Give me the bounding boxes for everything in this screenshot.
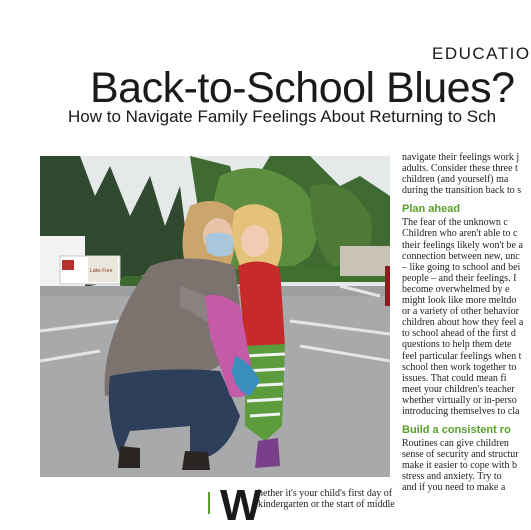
intro-line: kindergarten or the start of middle: [258, 499, 395, 511]
body-line: meet your children's teacher: [402, 383, 515, 395]
school-sign-text: Lake Fore: [90, 268, 113, 274]
body-line: Children who aren't able to c: [402, 228, 518, 240]
body-line: might look like more meltdo: [402, 295, 517, 307]
drop-cap: W: [220, 481, 262, 530]
body-line: children about how they feel a: [402, 317, 524, 329]
body-line: connection between new, unc: [402, 250, 520, 262]
section-heading-routine: Build a consistent ro: [402, 424, 511, 437]
body-line: make it easier to cope with b: [402, 460, 517, 472]
body-line: – like going to school and bei: [402, 261, 521, 273]
body-line: to school ahead of the first d: [402, 328, 516, 340]
body-line: people – and their feelings. I: [402, 272, 517, 284]
section-label: EDUCATIO: [432, 44, 531, 63]
body-line: stress and anxiety. Try to: [402, 471, 502, 483]
article-title: Back-to-School Blues?: [90, 64, 515, 112]
body-line: during the transition back to s: [402, 185, 522, 197]
body-line: The fear of the unknown c: [402, 217, 508, 229]
body-line: sense of security and structur: [402, 449, 519, 461]
right-column: [402, 152, 524, 494]
body-line: questions to help them dete: [402, 339, 512, 351]
body-line: introducing themselves to cla: [402, 405, 520, 417]
body-line: adults. Consider these three t: [402, 163, 518, 175]
section-heading-plan-ahead: Plan ahead: [402, 203, 461, 216]
article-subtitle: How to Navigate Family Feelings About Returning to Sch: [68, 107, 497, 126]
body-line: children (and yourself) ma: [402, 174, 509, 186]
body-line: Routines can give children: [402, 438, 509, 450]
body-line: navigate their feelings work j: [402, 152, 520, 163]
body-line: issues. That could mean fi: [402, 372, 507, 384]
body-line: and if you need to make a: [402, 482, 506, 494]
body-line: or a variety of other behavior: [402, 306, 519, 318]
body-line: feel particular feelings when t: [402, 350, 522, 362]
body-line: their feelings likely won't be a: [402, 239, 523, 251]
intro-accent-bar: [208, 492, 210, 514]
body-line: become overwhelmed by e: [402, 283, 510, 295]
intro-line: hether it's your child's first day of: [258, 488, 393, 499]
body-line: whether virtually or in-perso: [402, 394, 517, 406]
article-photo: [40, 156, 390, 477]
intro-paragraph: [258, 488, 395, 510]
body-line: school then work together to: [402, 361, 517, 373]
